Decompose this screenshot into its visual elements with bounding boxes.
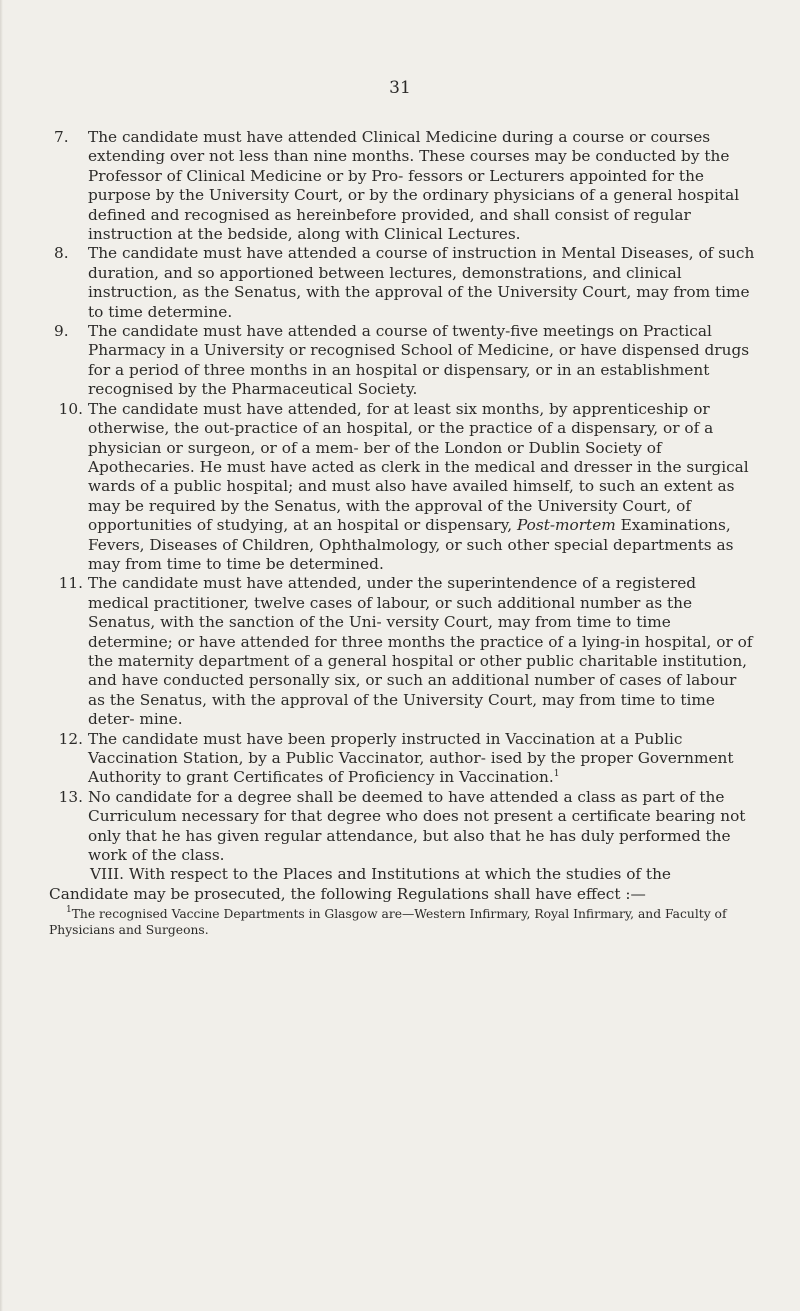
footnote-text: The recognised Vaccine Departments in Glasgow are—Western Infirmary, Royal Infirmary, and Faculty of Physicians and Surgeons. bbox=[49, 907, 727, 938]
paragraph-text: The candidate must have attended a course of instruction in Mental Diseases, of such duration, and so apportioned between lectures, demonstrations, and clinical instruction, as the Senatus, with the approval of the University Court, may from time to time determine. bbox=[88, 244, 755, 321]
paragraph-text: No candidate for a degree shall be deemed to have attended a class as part of the Curriculum necessary for that degree who does not present a certificate bearing not only that he has given regular attendance, but also that he has duly performed the work of the class. bbox=[88, 787, 746, 865]
page-body bbox=[49, 128, 755, 951]
footnote-mark: 1 bbox=[66, 905, 72, 916]
paragraph-number: 12. bbox=[58, 729, 83, 748]
paragraph-8 bbox=[49, 244, 755, 322]
paragraph-text: The candidate must have been properly instructed in Vaccination at a Public Vaccination Station, by a Public Vaccinator, author- ised by the proper Government Authority to grant Certificates of Proficiency in Vaccination. bbox=[88, 729, 734, 787]
paragraph-10 bbox=[49, 400, 755, 575]
paragraph-number: 10. bbox=[58, 399, 83, 418]
paragraph-number: 7. bbox=[54, 128, 69, 146]
paragraph-number: 9. bbox=[54, 322, 69, 341]
paragraph-9 bbox=[49, 322, 755, 400]
paragraph-11 bbox=[49, 574, 755, 729]
paragraph-7 bbox=[49, 128, 755, 244]
footnote-reference[interactable]: 1 bbox=[553, 769, 560, 780]
paragraph-number: 11. bbox=[58, 574, 83, 593]
paragraph-text: The candidate must have attended a course of twenty-five meetings on Practical Pharmacy in a University or recognised School of Medicine, or have dispensed drugs for a period of three months in an hospital or dispensary, or in an establishment recognised by the Pharmaceutical Society. bbox=[88, 322, 750, 399]
paragraph-text-after: Examinations, Fevers, Diseases of Children, Ophthalmology, or such other special departments as may from time to time be determined. bbox=[88, 516, 734, 573]
paragraph-text: The candidate must have attended, under the superintendence of a registered medical practitioner, twelve cases of labour, or such additional number as the Senatus, with the sanction of the Uni- versity Court, may from time to time determine; or have attended for three months the practice of a lying-in hospital, or of the maternity department of a general hospital or other public charitable institution, and have conducted personally six, or such an additional number of cases of labour as the Senatus, with the approval of the University Court, may from time to time deter- mine. bbox=[88, 574, 753, 729]
footnote bbox=[49, 906, 755, 938]
paragraph-text-before: The candidate must have attended, for at least six months, by apprenticeship or otherwise, the out-practice of an hospital, or the practice of a dispensary, or of a physician or surgeon, or of a mem- ber of the London or Dublin Society of Apothecaries. He must have acted as clerk in the medical and dresser in the surgical wards of a public hospital; and must also have availed himself, to such an extent as may be required by the Senatus, with the approval of the University Court, of opportunities of studying, at an hospital or dispensary, bbox=[88, 399, 749, 535]
paragraph-text: The candidate must have attended Clinical Medicine during a course or courses extending over not less than nine months. These courses may be conducted by the Professor of Clinical Medicine or by Pro- fessors or Lecturers appointed for the purpose by the University Court, or by the ordinary physicians of a general hospital defined and recognised as hereinbefore provided, and shall consist of regular instruction at the bedside, along with Clinical Lectures. bbox=[88, 128, 740, 244]
paragraph-emphasis: Post-mortem bbox=[516, 516, 616, 535]
page-edge-shadow bbox=[0, 0, 3, 1311]
paragraph-12 bbox=[49, 730, 755, 788]
paragraph-number: 8. bbox=[54, 244, 69, 263]
section-viii: VIII. With respect to the Places and Institutions at which the studies of the Candidate may be prosecuted, the following Regulations shall have effect :— bbox=[49, 865, 671, 903]
paragraph-13 bbox=[49, 788, 755, 866]
paragraph-number: 13. bbox=[58, 787, 83, 806]
page-number: 31 bbox=[389, 78, 411, 98]
